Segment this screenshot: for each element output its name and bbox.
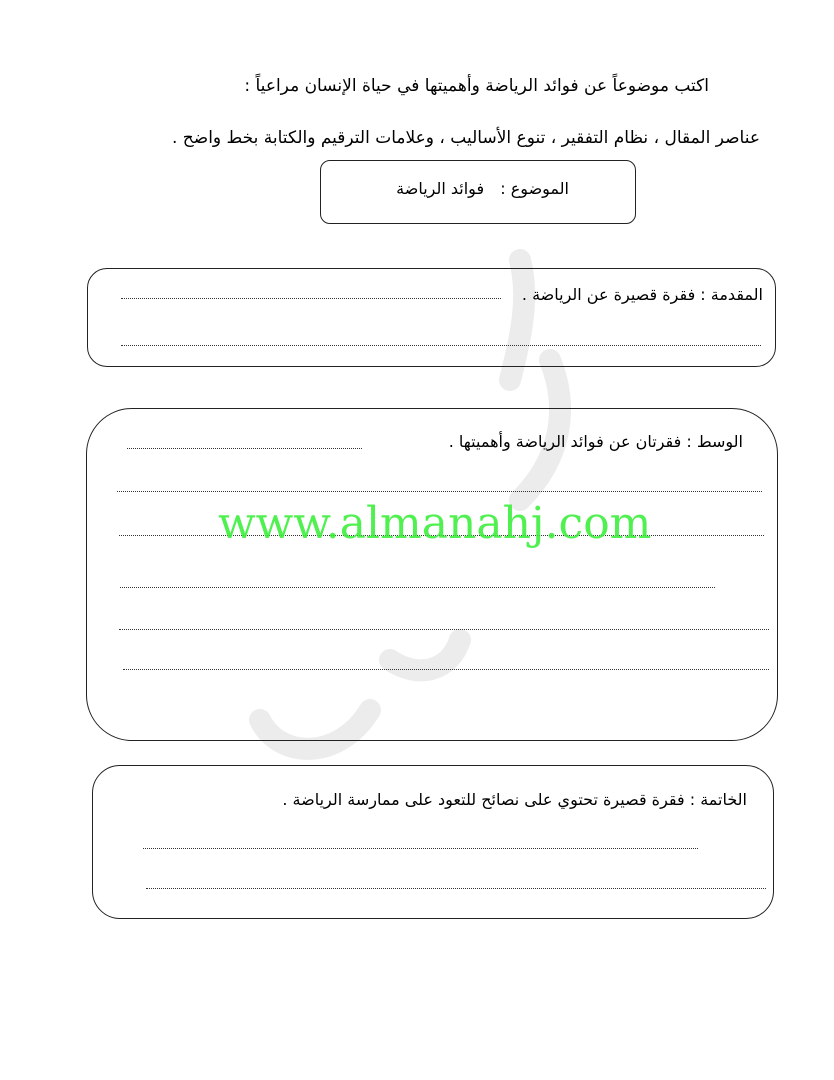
- intro-heading: المقدمة : فقرة قصيرة عن الرياضة .: [521, 285, 763, 304]
- intro-writing-line-2[interactable]: [121, 345, 761, 346]
- middle-writing-line-5[interactable]: [119, 629, 769, 630]
- topic-label: الموضوع :: [500, 179, 569, 198]
- intro-writing-line-1[interactable]: [121, 298, 501, 299]
- instruction-line-2: عناصر المقال ، نظام التفقير ، تنوع الأساليب ، وعلامات الترقيم والكتابة بخط واضح .: [171, 128, 760, 148]
- topic-box: [320, 160, 636, 224]
- conclusion-section: [92, 765, 774, 919]
- conclusion-writing-line-1[interactable]: [143, 848, 698, 849]
- topic-line: [396, 179, 569, 198]
- middle-writing-line-4[interactable]: [120, 587, 715, 588]
- middle-writing-line-2[interactable]: [117, 491, 762, 492]
- middle-section: [86, 408, 778, 741]
- conclusion-heading: الخاتمة : فقرة قصيرة تحتوي على نصائح للتعود على ممارسة الرياضة .: [282, 790, 747, 809]
- middle-writing-line-6[interactable]: [123, 669, 769, 670]
- instruction-line-1: اكتب موضوعاً عن فوائد الرياضة وأهميتها في حياة الإنسان مراعياً :: [244, 76, 709, 96]
- website-watermark: www.almanahj.com: [218, 498, 652, 549]
- intro-section: [87, 268, 776, 367]
- conclusion-writing-line-2[interactable]: [146, 888, 766, 889]
- middle-writing-line-1[interactable]: [127, 448, 362, 449]
- topic-value: فوائد الرياضة: [396, 179, 485, 198]
- middle-heading: الوسط : فقرتان عن فوائد الرياضة وأهميتها .: [448, 432, 743, 451]
